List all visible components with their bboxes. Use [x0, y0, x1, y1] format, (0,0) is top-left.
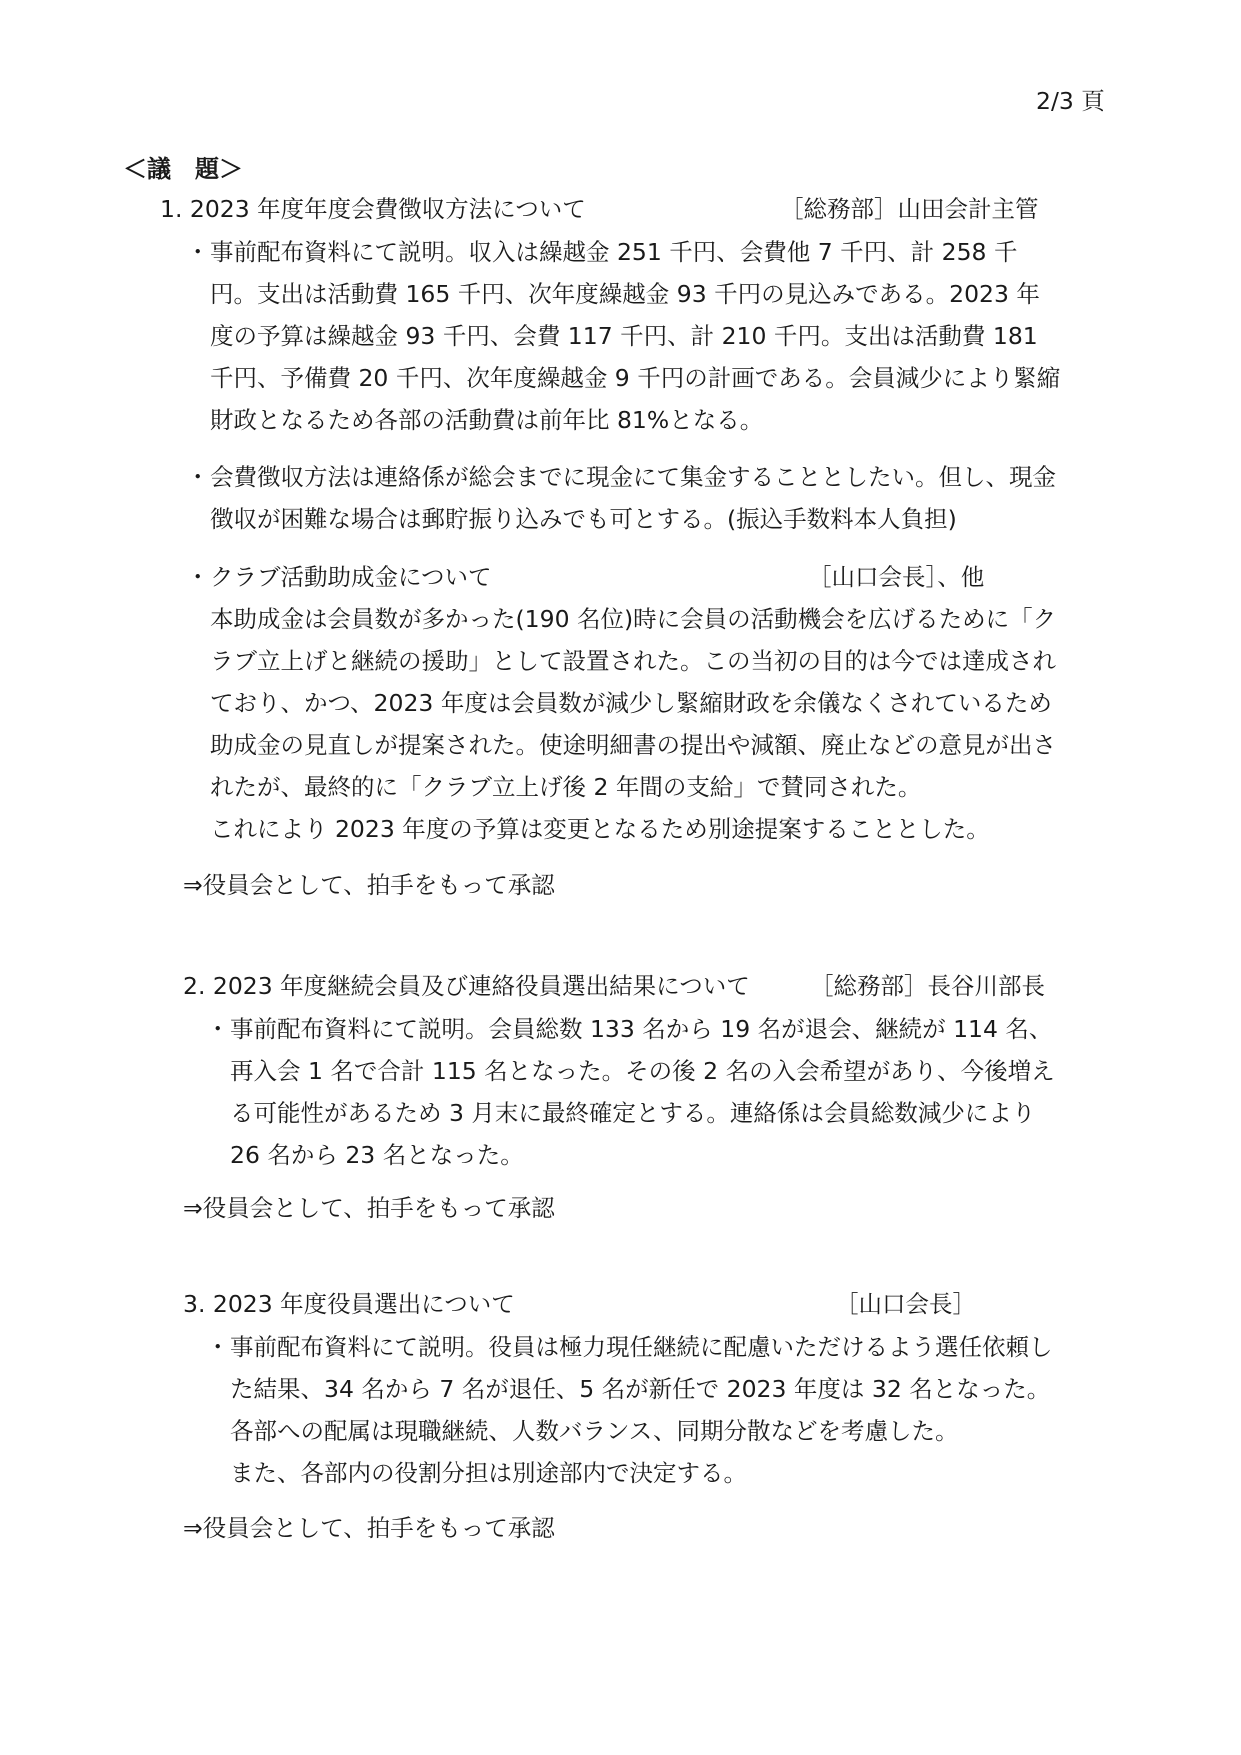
item-2-bullet-1-line-3: る可能性があるため 3 月末に最終確定とする。連絡係は会員総数減少により [230, 1099, 1036, 1127]
item-1-presenter: ［総務部］山田会計主管 [780, 195, 1039, 223]
item-1-bullet-2-line-2: 徴収が困難な場合は郵貯振り込みでも可とする。(振込手数料本人負担) [210, 505, 957, 533]
item-1-bullet-2-line-1: 会費徴収方法は連絡係が総会までに現金にて集金することとしたい。但し、現金 [210, 463, 1056, 491]
item-1-conclusion: ⇒役員会として、拍手をもって承認 [183, 871, 555, 899]
bullet-marker: ・ [186, 463, 210, 491]
item-2-heading: 2. 2023 年度継続会員及び連絡役員選出結果について [183, 972, 750, 1000]
item-1-bullet-3-line-2: ラブ立上げと継続の援助」として設置された。この当初の目的は今では達成され [210, 647, 1056, 675]
item-1-heading: 1. 2023 年度年度会費徴収方法について [160, 195, 586, 223]
bullet-marker: ・ [186, 563, 210, 591]
item-3-bullet-1-line-2: た結果、34 名から 7 名が退任、5 名が新任で 2023 年度は 32 名となった。 [230, 1375, 1051, 1403]
bullet-marker: ・ [206, 1015, 230, 1043]
item-3-bullet-1-line-3: 各部への配属は現職継続、人数バランス、同期分散などを考慮した。 [230, 1417, 959, 1445]
item-1-bullet-1-line-1: 事前配布資料にて説明。収入は繰越金 251 千円、会費他 7 千円、計 258 千 [210, 238, 1018, 266]
bullet-marker: ・ [206, 1333, 230, 1361]
item-1-bullet-1-line-5: 財政となるため各部の活動費は前年比 81%となる。 [210, 406, 764, 434]
item-3-bullet-1-line-4: また、各部内の役割分担は別途部内で決定する。 [230, 1459, 747, 1487]
item-2-bullet-1-line-2: 再入会 1 名で合計 115 名となった。その後 2 名の入会希望があり、今後増え [230, 1057, 1055, 1085]
item-2-bullet-1-line-1: 事前配布資料にて説明。会員総数 133 名から 19 名が退会、継続が 114 名、 [230, 1015, 1053, 1043]
item-1-bullet-3-presenter: ［山口会長］、他 [808, 563, 985, 591]
item-1-bullet-3-line-6: これにより 2023 年度の予算は変更となるため別途提案することとした。 [210, 815, 990, 843]
item-1-bullet-3-line-5: れたが、最終的に「クラブ立上げ後 2 年間の支給」で賛同された。 [210, 773, 922, 801]
item-1-bullet-3-line-3: ており、かつ、2023 年度は会員数が減少し緊縮財政を余儀なくされているため [210, 689, 1052, 717]
item-3-presenter: ［山口会長］ [835, 1290, 976, 1318]
item-2-conclusion: ⇒役員会として、拍手をもって承認 [183, 1194, 555, 1222]
item-1-bullet-1-line-3: 度の予算は繰越金 93 千円、会費 117 千円、計 210 千円。支出は活動費 181 [210, 322, 1038, 350]
item-1-bullet-1-line-2: 円。支出は活動費 165 千円、次年度繰越金 93 千円の見込みである。2023 年 [210, 280, 1040, 308]
section-heading: ＜議 題＞ [123, 155, 243, 183]
item-3-conclusion: ⇒役員会として、拍手をもって承認 [183, 1514, 555, 1542]
bullet-marker: ・ [186, 238, 210, 266]
item-3-bullet-1-line-1: 事前配布資料にて説明。役員は極力現任継続に配慮いただけるよう選任依頼し [230, 1333, 1053, 1361]
item-1-bullet-3-line-4: 助成金の見直しが提案された。使途明細書の提出や減額、廃止などの意見が出さ [210, 731, 1056, 759]
page-number: 2/3 頁 [1036, 87, 1105, 115]
item-1-bullet-3-line-1: 本助成金は会員数が多かった(190 名位)時に会員の活動機会を広げるために「ク [210, 605, 1057, 633]
item-2-bullet-1-line-4: 26 名から 23 名となった。 [230, 1141, 524, 1169]
item-1-bullet-1-line-4: 千円、予備費 20 千円、次年度繰越金 9 千円の計画である。会員減少により緊縮 [210, 364, 1061, 392]
item-3-heading: 3. 2023 年度役員選出について [183, 1290, 515, 1318]
item-1-bullet-3-title: クラブ活動助成金について [210, 563, 492, 591]
item-2-presenter: ［総務部］長谷川部長 [810, 972, 1045, 1000]
